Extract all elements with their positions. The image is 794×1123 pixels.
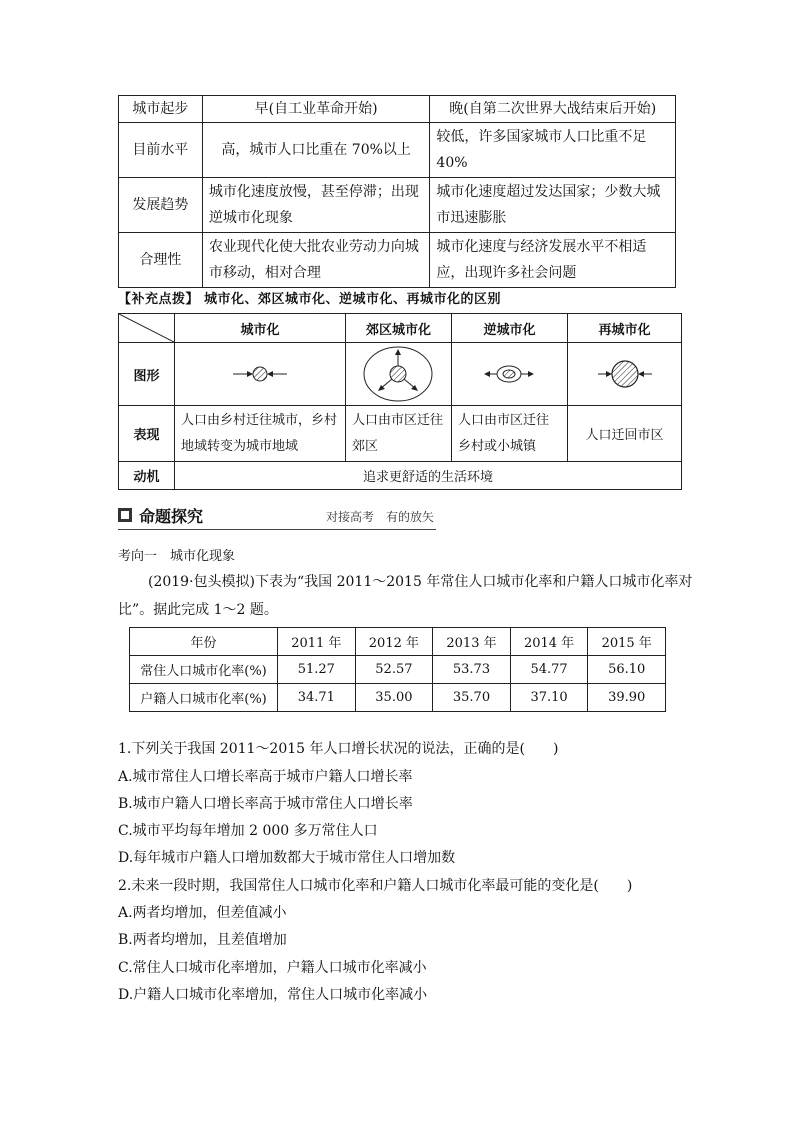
table-row [119, 462, 682, 490]
diagonal-line [119, 314, 174, 342]
cell: 35.70 [433, 684, 511, 712]
option: B.城市户籍人口增长率高于城市常住人口增长率 [118, 796, 413, 812]
cell: 城市化速度超过发达国家；少数大城市迅速膨胀 [430, 178, 676, 233]
table-row [119, 123, 676, 178]
option: A.城市常住人口增长率高于城市户籍人口增长率 [118, 769, 413, 785]
option: D.户籍人口城市化率增加，常住人口城市化率减小 [118, 987, 428, 1003]
header-cell: 郊区城市化 [346, 314, 452, 343]
cell: 54.77 [510, 656, 588, 684]
table-row [119, 343, 682, 406]
header-cell: 2014 年 [510, 628, 588, 656]
cell: 34.71 [278, 684, 356, 712]
option: C.城市平均每年增加 2 000 多万常住人口 [118, 823, 378, 839]
table-row [119, 233, 676, 288]
row-label: 目前水平 [119, 123, 203, 178]
table-row [119, 314, 682, 343]
table-row [130, 684, 666, 712]
row-label: 表现 [119, 406, 175, 462]
header-cell: 再城市化 [568, 314, 682, 343]
urbanization-diagram [175, 343, 346, 406]
direction-heading: 考向一 城市化现象 [118, 549, 236, 564]
cell: 城市化速度放慢，甚至停滞；出现逆城市化现象 [202, 178, 430, 233]
table-row [119, 178, 676, 233]
cell: 城市化速度与经济发展水平不相适应，出现许多社会问题 [430, 233, 676, 288]
row-label: 户籍人口城市化率(%) [130, 684, 278, 712]
cell: 35.00 [355, 684, 433, 712]
intro-text: (2019·包头模拟)下表为“我国 2011～2015 年常住人口城市化率和户籍人口城市化率对 [148, 574, 693, 590]
data-table [129, 627, 666, 712]
section-header [118, 503, 436, 527]
cell: 53.73 [433, 656, 511, 684]
cell: 人口迁回市区 [568, 406, 682, 462]
stages-table [118, 313, 682, 490]
question-stem: 2.未来一段时期，我国常住人口城市化率和户籍人口城市化率最可能的变化是( ) [118, 878, 633, 894]
reurbanization-diagram [568, 343, 682, 406]
option: C.常住人口城市化率增加，户籍人口城市化率减小 [118, 960, 427, 976]
header-cell: 逆城市化 [452, 314, 568, 343]
suburbanization-diagram [346, 343, 452, 406]
table-row [119, 96, 676, 123]
row-label: 图形 [119, 343, 175, 406]
section-subtitle: 对接高考 有的放矢 [326, 510, 435, 524]
option: D.每年城市户籍人口增加数都大于城市常住人口增加数 [118, 850, 456, 866]
cell: 56.10 [588, 656, 666, 684]
table-row [119, 406, 682, 462]
header-cell: 2013 年 [433, 628, 511, 656]
table-row [130, 628, 666, 656]
cell: 人口由乡村迁往城市，乡村地域转变为城市地域 [175, 406, 346, 462]
row-label: 动机 [119, 462, 175, 490]
table-row [130, 656, 666, 684]
row-label: 发展趋势 [119, 178, 203, 233]
header-cell: 2012 年 [355, 628, 433, 656]
cell: 早(自工业革命开始) [202, 96, 430, 123]
cell: 39.90 [588, 684, 666, 712]
cell: 较低，许多国家城市人口比重不足 40% [430, 123, 676, 178]
cell: 晚(自第二次世界大战结束后开始) [430, 96, 676, 123]
supplement-title: 【补充点拨】 城市化、郊区城市化、逆城市化、再城市化的区别 [118, 292, 502, 307]
row-label: 城市起步 [119, 96, 203, 123]
cell: 人口由市区迁往乡村或小城镇 [452, 406, 568, 462]
row-label: 合理性 [119, 233, 203, 288]
cell: 51.27 [278, 656, 356, 684]
cell: 农业现代化使大批农业劳动力向城市移动，相对合理 [202, 233, 430, 288]
divider [118, 529, 436, 530]
cell: 人口由市区迁往郊区 [346, 406, 452, 462]
header-cell: 城市化 [175, 314, 346, 343]
option: A.两者均增加，但差值减小 [118, 905, 287, 921]
header-cell: 2015 年 [588, 628, 666, 656]
header-cell: 2011 年 [278, 628, 356, 656]
diagonal-header-cell [119, 314, 175, 343]
cell: 52.57 [355, 656, 433, 684]
section-title: 命题探究 [139, 507, 204, 526]
cell: 高，城市人口比重在 70%以上 [202, 123, 430, 178]
comparison-table [118, 95, 676, 288]
cell: 追求更舒适的生活环境 [175, 462, 682, 490]
counter-urbanization-diagram [452, 343, 568, 406]
option: B.两者均增加，且差值增加 [118, 932, 287, 948]
cell: 37.10 [510, 684, 588, 712]
row-label: 常住人口城市化率(%) [130, 656, 278, 684]
intro-text: 比”。据此完成 1～2 题。 [118, 602, 278, 618]
question-stem: 1.下列关于我国 2011～2015 年人口增长状况的说法，正确的是( ) [118, 741, 559, 757]
header-cell: 年份 [130, 628, 278, 656]
